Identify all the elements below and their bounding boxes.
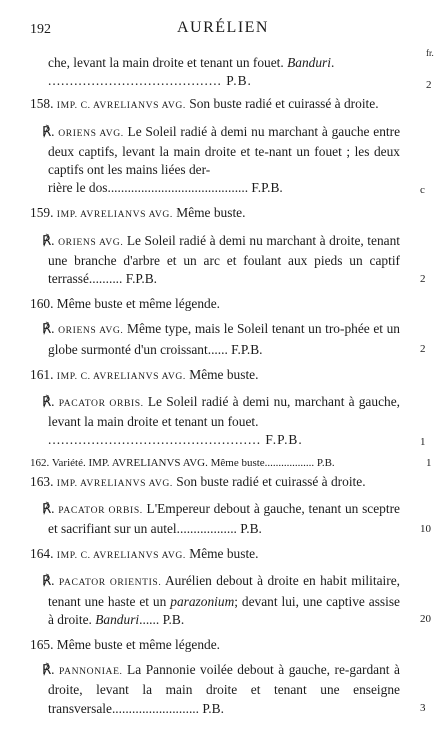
reverse-mark: ℟. bbox=[42, 500, 55, 516]
rarity-column-head: fr. bbox=[426, 48, 434, 58]
page-number: 192 bbox=[30, 22, 51, 37]
entry-158-reverse: ℟. ORIENS AVG. Le Soleil radié à demi nu marchant à gauche entre deux captifs, levant la main droite et te-nant un fouet ; les deux captifs ont les mains liées der- rière le dos.......................................... F.P.B. c bbox=[42, 123, 425, 196]
reverse-mark: ℟. bbox=[42, 321, 55, 337]
entry-159-reverse: ℟. ORIENS AVG. Le Soleil radié à demi nu marchant à droite, tenant une branche d'arbre et un arc et foulant aux pieds un captif terrassé.......... F.P.B. 2 bbox=[42, 232, 426, 287]
reverse-mark: ℟. bbox=[42, 394, 55, 410]
catalogue-body bbox=[30, 54, 432, 718]
reverse-mark: ℟. bbox=[42, 232, 55, 248]
rarity: 20 bbox=[420, 613, 431, 626]
entry-163-obverse: 163. IMP. AVRELIANVS AVG. Son buste radié et cuirassé à droite. bbox=[30, 473, 366, 489]
entry-162: 162. Variété. IMP. AVRELIANVS AVG. Même buste.................. P.B. 1 bbox=[30, 456, 432, 469]
rarity: 2 bbox=[426, 79, 432, 91]
reverse-mark: ℟. bbox=[42, 123, 55, 139]
entry-158-obverse: 158. IMP. C. AVRELIANVS AVG. Son buste radié et cuirassé à droite. bbox=[30, 96, 379, 112]
entry-160-reverse: ℟. ORIENS AVG. Même type, mais le Soleil tenant un tro-phée et un globe surmonté d'un croissant...... F.P.B. 2 bbox=[42, 321, 426, 357]
page-title: AURÉLIEN bbox=[177, 19, 269, 36]
rarity: 1 bbox=[426, 456, 432, 469]
entry-159-obverse: 159. IMP. AVRELIANVS AVG. Même buste. bbox=[30, 205, 246, 221]
entry-161-reverse: ℟. PACATOR ORBIS. Le Soleil radié à demi nu, marchant à gauche, levant la main droite et tenant un fouet. ................................................. F.P.B. 1 bbox=[42, 394, 426, 449]
entry-161-obverse: 161. IMP. C. AVRELIANVS AVG. Même buste. bbox=[30, 366, 259, 382]
entry-164-reverse: ℟. PACATOR ORIENTIS. Aurélien debout à droite en habit militaire, tenant une haste et un parazonium; devant lui, une captive assise à droite. Banduri...... P.B. 20 bbox=[42, 573, 431, 627]
reverse-mark: ℟. bbox=[42, 573, 55, 589]
entry-160-obverse: 160. Même buste et même légende. bbox=[30, 296, 221, 312]
entry-continuation: che, levant la main droite et tenant un fouet. Banduri. ........................................ P.B. 2 bbox=[30, 54, 400, 90]
rarity: 10 bbox=[420, 522, 431, 535]
entry-165-reverse: ℟. PANNONIAE. La Pannonie voilée debout à gauche, re-gardant à droite, levant la main droite et tenant une enseigne transversale.......................... P.B. 3 bbox=[42, 662, 426, 716]
entry-165-obverse: 165. Même buste et même légende. bbox=[30, 637, 221, 653]
reverse-mark: ℟. bbox=[42, 662, 55, 678]
entry-164-obverse: 164. IMP. C. AVRELIANVS AVG. Même buste. bbox=[30, 546, 259, 562]
entry-163-reverse: ℟. PACATOR ORBIS. L'Empereur debout à gauche, tenant un sceptre et sacrifiant sur un autel.................. P.B. 10 bbox=[42, 500, 431, 537]
